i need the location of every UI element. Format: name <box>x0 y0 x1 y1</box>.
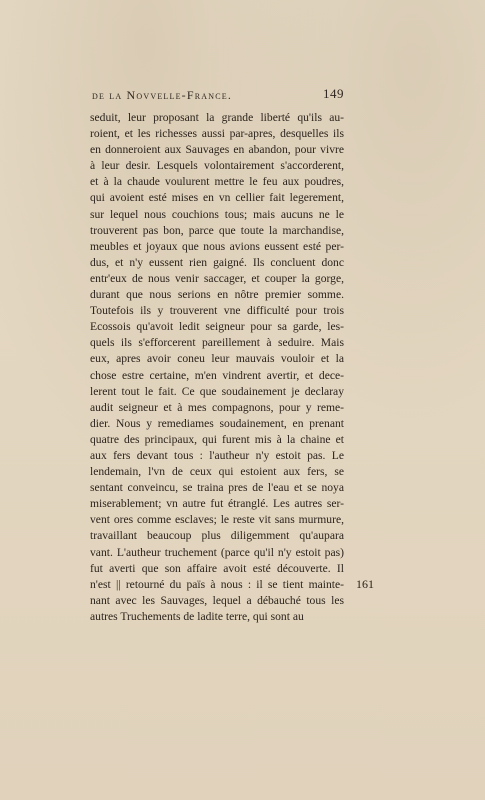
text-line: lerent tout le fait. Ce que soudainement je declaray <box>90 384 344 398</box>
text-line: qui avoient esté mises en vn cellier fait legerement, <box>90 191 344 205</box>
text-line: roient, et les richesses aussi par-apres, desquelles ils <box>90 127 344 141</box>
text-line: aux fers devant tous : l'autheur n'y estoit pas. Le <box>90 448 344 462</box>
text-line: vant. L'autheur truchement (parce qu'il n'y estoit pas) <box>90 545 344 559</box>
text-line: eux, apres avoir coneu leur mauvais vouloir et la <box>90 352 344 366</box>
text-line: n'est || retourné du païs à nous : il se tient mainte- <box>90 577 344 591</box>
page-number: 149 <box>323 86 344 101</box>
margin-page-reference: 161 <box>356 577 374 591</box>
text-line: Ecossois qu'avoit ledit seigneur pour sa garde, les- <box>90 320 344 334</box>
text-line: travaillant beaucoup plus diligemment qu'aupara <box>90 529 344 543</box>
text-line: audit seigneur et à mes compagnons, pour y reme- <box>90 400 344 414</box>
text-line: quatre des principaux, qui furent mis à la chaine et <box>90 432 344 446</box>
text-line: dus, et n'y eussent rien gaigné. Ils concluent donc <box>90 255 344 269</box>
text-line: en donneroient aux Sauvages en abandon, pour vivre <box>90 143 344 157</box>
text-line: nant avec les Sauvages, lequel a débauché tous les <box>90 593 344 607</box>
running-head: de la Novvelle-France. <box>92 88 233 102</box>
text-line: trouverent pas bon, parce que toute la marchandise, <box>90 223 344 237</box>
text-line: lendemain, l'vn de ceux qui estoient aux fers, se <box>90 465 344 479</box>
text-line: chose estre certaine, m'en vindrent avertir, et dece- <box>90 368 344 382</box>
text-line: sentant conveincu, se traina pres de l'eau et se noya <box>90 481 344 495</box>
text-line: miserablement; vn autre fut étranglé. Les autres ser- <box>90 497 344 511</box>
page-header <box>92 88 344 106</box>
text-line: à leur desir. Lesquels volontairement s'accorderent, <box>90 159 344 173</box>
text-line: vent ores comme esclaves; le reste vit sans murmure, <box>90 513 344 527</box>
text-line: et à la chaude voulurent mettre le feu aux poudres, <box>90 175 344 189</box>
text-line: Toutefois ils y trouverent vne difficulté pour trois <box>90 304 344 318</box>
text-line: quels ils s'efforcerent pareillement à seduire. Mais <box>90 336 344 350</box>
text-line: autres Truchements de ladite terre, qui sont au <box>90 609 304 623</box>
text-line: dier. Nous y remediames soudainement, en prenant <box>90 416 344 430</box>
text-line: seduit, leur proposant la grande liberté qu'ils au- <box>90 111 344 124</box>
text-line: meubles et joyaux que nous avions eussent esté per- <box>90 239 344 253</box>
text-line: fut averti que son affaire avoit esté découverte. Il <box>90 561 344 575</box>
text-line: durant que nous serions en nôtre premier somme. <box>90 288 344 302</box>
text-line: sur lequel nous couchions tous; mais aucuns ne le <box>90 207 344 221</box>
body-text <box>90 110 344 625</box>
text-line: entr'eux de nous venir saccager, et couper la gorge, <box>90 271 344 285</box>
